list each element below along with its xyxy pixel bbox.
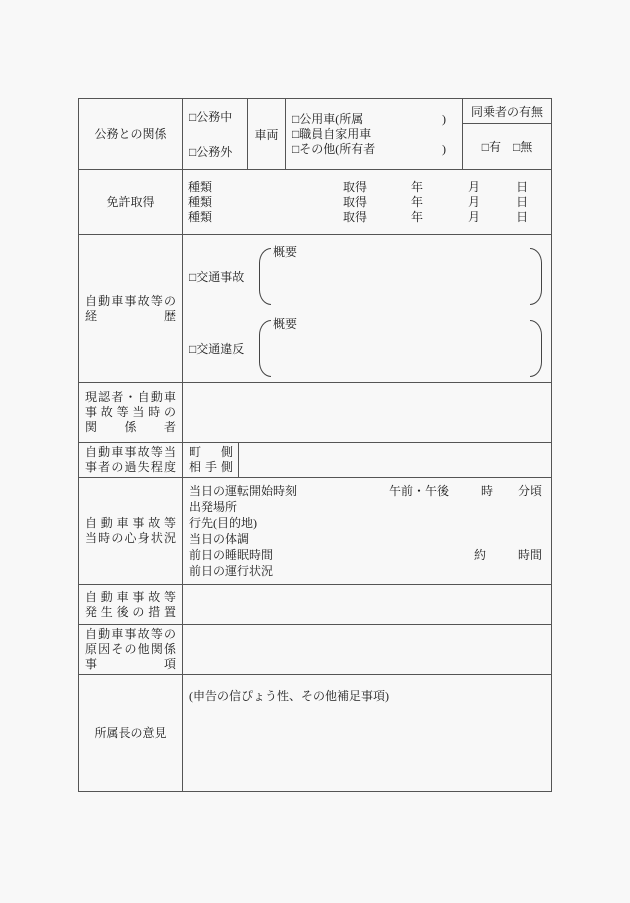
traffic-accident-group: [189, 245, 551, 305]
checkbox-traffic-violation: □交通違反: [189, 342, 245, 356]
license-day-label: 日: [516, 209, 529, 224]
license-kind-label: 種類: [188, 194, 213, 209]
measures-entry-area: [183, 585, 551, 624]
license-entry-line: [183, 210, 551, 225]
row-accident-history: [79, 235, 551, 383]
passenger-presence-options: □有 □無: [481, 140, 533, 154]
prev-operation-line: 前日の運行状況: [189, 564, 274, 578]
license-month-label: 月: [468, 209, 481, 224]
duty-status-options: [183, 99, 248, 169]
row-condition: [79, 478, 551, 585]
row-supervisor-opinion: [79, 675, 551, 791]
passenger-presence: [463, 99, 551, 169]
license-entry-line: [183, 195, 551, 210]
row-fault-degree: [79, 443, 551, 478]
fault-entry-area: [239, 443, 551, 477]
close-paren: ): [442, 141, 446, 156]
other-side-label: 相手側: [189, 460, 233, 474]
summary-label: 概要: [273, 317, 298, 331]
accident-history-content: [183, 235, 551, 382]
row-measures: [79, 585, 551, 625]
passenger-presence-header: 同乗者の有無: [463, 99, 551, 124]
checkbox-official-car: □公用車(所属 ): [292, 111, 446, 126]
hours-label: 時間: [518, 548, 543, 562]
checkbox-on-duty: □公務中: [189, 110, 233, 124]
row-witness: [79, 383, 551, 443]
license-month-label: 月: [468, 179, 481, 194]
cause-entry-area: [183, 625, 551, 674]
health-line: 当日の体調: [189, 532, 250, 546]
checkbox-off-duty: □公務外: [189, 145, 233, 159]
town-side-label: 町側: [189, 445, 233, 459]
condition-label: 自動車事故等 当時の心身状況: [79, 478, 183, 584]
summary-label: 概要: [273, 245, 298, 259]
license-acquired-label: 取得: [343, 179, 368, 194]
license-entries: [183, 170, 551, 234]
row-license-acquisition: [79, 170, 551, 235]
witness-entry-area: [183, 383, 551, 442]
license-year-label: 年: [411, 194, 424, 209]
cause-label: 自動車事故等の 原因その他関係 事項: [79, 625, 183, 674]
supervisor-opinion-content: [183, 675, 551, 791]
row-duty-relation: [79, 99, 551, 170]
license-year-label: 年: [411, 209, 424, 224]
left-bracket: [259, 320, 271, 377]
hour-label: 時: [481, 484, 494, 498]
witness-label: 現認者・自動車 事故等当時の 関係者: [79, 383, 183, 442]
duty-relation-label: 公務との関係: [79, 99, 183, 169]
license-year-label: 年: [411, 179, 424, 194]
destination-line: 行先(目的地): [189, 516, 257, 530]
condition-content: [183, 478, 551, 584]
left-bracket: [259, 248, 271, 305]
license-kind-label: 種類: [188, 179, 213, 194]
checkbox-traffic-accident: □交通事故: [189, 270, 245, 284]
license-entry-line: [183, 180, 551, 195]
checkbox-staff-private-car: □職員自家用車: [292, 126, 372, 141]
vehicle-header: 車両: [248, 99, 286, 169]
license-month-label: 月: [468, 194, 481, 209]
close-paren: ): [442, 111, 446, 126]
vehicle-type-options: [286, 99, 463, 169]
minute-label: 分頃: [518, 484, 543, 498]
checkbox-other-vehicle: □その他(所有者 ): [292, 141, 446, 156]
measures-label: 自動車事故等 発生後の措置: [79, 585, 183, 624]
approx-label: 約: [474, 548, 487, 562]
license-day-label: 日: [516, 194, 529, 209]
sleep-line: 前日の睡眠時間 約 時間: [189, 548, 543, 562]
license-label: 免許取得: [79, 170, 183, 234]
accident-summary-area: [259, 245, 542, 305]
right-bracket: [530, 248, 542, 305]
ampm-label: 午前・午後: [389, 484, 450, 498]
start-time-line: 当日の運転開始時刻 午前・午後 時 分頃: [189, 484, 543, 498]
violation-summary-area: [259, 317, 542, 377]
fault-parties: [183, 443, 239, 477]
accident-report-form-table: [78, 98, 552, 792]
right-bracket: [530, 320, 542, 377]
opinion-note: (申告の信ぴょう性、その他補足事項): [189, 689, 389, 703]
departure-line: 出発場所: [189, 500, 238, 514]
license-acquired-label: 取得: [343, 194, 368, 209]
license-acquired-label: 取得: [343, 209, 368, 224]
accident-history-label: 自動車事故等の 経歴: [79, 235, 183, 382]
traffic-violation-group: [189, 317, 551, 377]
license-day-label: 日: [516, 179, 529, 194]
license-kind-label: 種類: [188, 209, 213, 224]
row-cause: [79, 625, 551, 675]
fault-degree-label: 自動車事故等当 事者の過失程度: [79, 443, 183, 477]
supervisor-opinion-label: 所属長の意見: [79, 675, 183, 791]
